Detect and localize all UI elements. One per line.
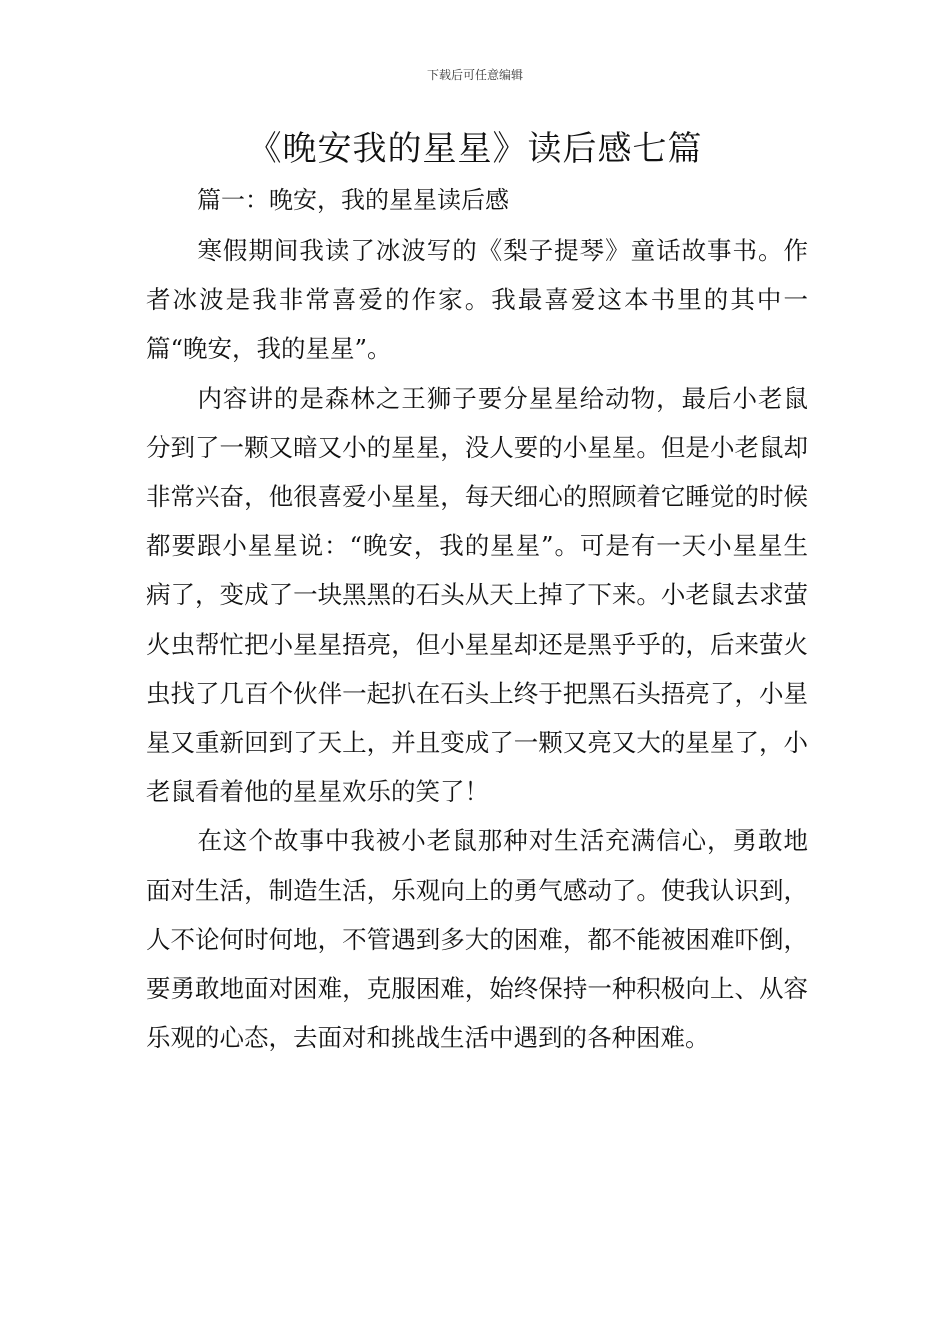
document-title: 《晚安我的星星》读后感七篇 — [247, 129, 703, 169]
header-note: 下载后可任意编辑 — [426, 68, 523, 82]
body-text — [146, 226, 808, 1062]
paragraph: 内容讲的是森林之王狮子要分星星给动物，最后小老鼠分到了一颗又暗又小的星星，没人要的小星星。但是小老鼠却非常兴奋，他很喜爱小星星，每天细心的照顾着它睡觉的时候都要跟小星星说：“晚安，我的星星”。可是有一天小星星生病了，变成了一块黑黑的石头从天上掉了下来。小老鼠去求萤火虫帮忙把小星星捂亮，但小星星却还是黑乎乎的，后来萤火虫找了几百个伙伴一起扒在石头上终于把黑石头捂亮了，小星星又重新回到了天上，并且变成了一颗又亮又大的星星了，小老鼠看着他的星星欢乐的笑了！ — [146, 383, 808, 807]
section-heading: 篇一：晚安，我的星星读后感 — [197, 186, 509, 214]
paragraph: 寒假期间我读了冰波写的《梨子提琴》童话故事书。作者冰波是我非常喜爱的作家。我最喜爱这本书里的其中一篇“晚安，我的星星”。 — [146, 236, 808, 364]
paragraph: 在这个故事中我被小老鼠那种对生活充满信心，勇敢地面对生活，制造生活，乐观向上的勇气感动了。使我认识到，人不论何时何地，不管遇到多大的困难，都不能被困难吓倒，要勇敢地面对困难，克服困难，始终保持一种积极向上、从容乐观的心态，去面对和挑战生活中遇到的各种困难。 — [146, 826, 808, 1053]
